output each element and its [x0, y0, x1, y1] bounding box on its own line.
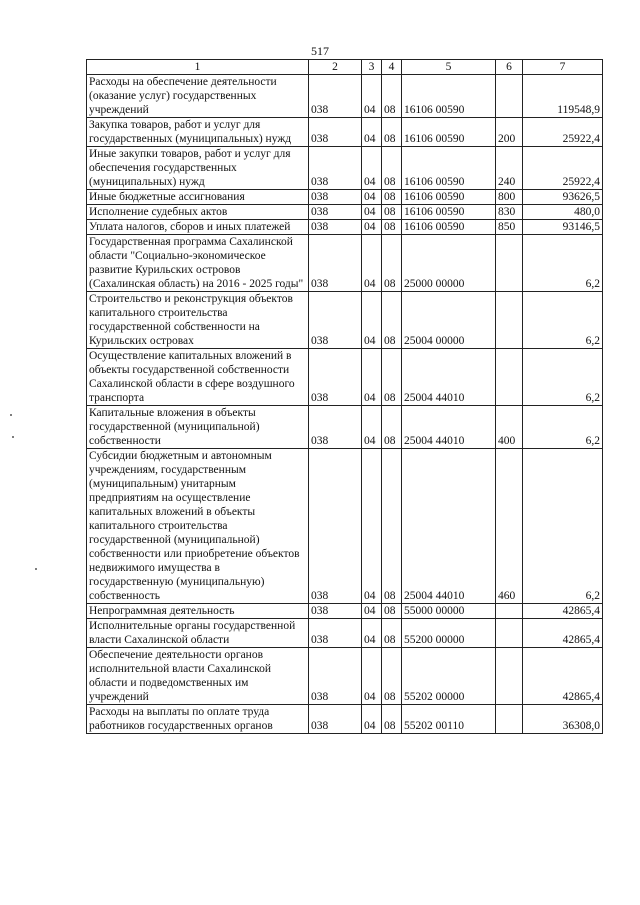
table-row — [87, 190, 603, 205]
scan-speck — [10, 414, 12, 416]
row-name-cell: Исполнение судебных актов — [87, 205, 309, 220]
row-section-cell: 04 — [362, 75, 382, 118]
row-target-code-cell: 16106 00590 — [402, 75, 496, 118]
row-subsection-cell: 08 — [382, 235, 402, 292]
row-name-cell: Капитальные вложения в объекты государственной (муниципальной) собственности — [87, 406, 309, 449]
row-amount-cell: 42865,4 — [523, 619, 603, 648]
row-section-cell: 04 — [362, 147, 382, 190]
row-name-cell: Строительство и реконструкция объектов капитального строительства государственной собственности на Курильских островах — [87, 292, 309, 349]
row-expense-type-cell: 800 — [496, 190, 523, 205]
row-amount-cell: 119548,9 — [523, 75, 603, 118]
row-amount-cell: 42865,4 — [523, 604, 603, 619]
row-admin-code-cell: 038 — [309, 118, 362, 147]
row-name-cell: Осуществление капитальных вложений в объекты государственной собственности Сахалинской области в сфере воздушного транспорта — [87, 349, 309, 406]
table-row — [87, 75, 603, 118]
row-target-code-cell: 25004 00000 — [402, 292, 496, 349]
row-target-code-cell: 25004 44010 — [402, 449, 496, 604]
row-expense-type-cell: 850 — [496, 220, 523, 235]
column-header: 5 — [402, 60, 496, 75]
row-admin-code-cell: 038 — [309, 705, 362, 734]
scan-speck — [12, 436, 14, 438]
row-expense-type-cell — [496, 619, 523, 648]
row-section-cell: 04 — [362, 449, 382, 604]
row-expense-type-cell: 200 — [496, 118, 523, 147]
row-expense-type-cell — [496, 235, 523, 292]
row-expense-type-cell — [496, 705, 523, 734]
table-row — [87, 235, 603, 292]
row-amount-cell: 6,2 — [523, 449, 603, 604]
table-row — [87, 220, 603, 235]
row-admin-code-cell: 038 — [309, 604, 362, 619]
row-subsection-cell: 08 — [382, 205, 402, 220]
row-subsection-cell: 08 — [382, 406, 402, 449]
row-subsection-cell: 08 — [382, 705, 402, 734]
row-subsection-cell: 08 — [382, 449, 402, 604]
row-subsection-cell: 08 — [382, 190, 402, 205]
row-amount-cell: 25922,4 — [523, 118, 603, 147]
row-target-code-cell: 25004 44010 — [402, 349, 496, 406]
page-number: 517 — [311, 44, 329, 58]
row-name-cell: Закупка товаров, работ и услуг для государственных (муниципальных) нужд — [87, 118, 309, 147]
row-name-cell: Иные бюджетные ассигнования — [87, 190, 309, 205]
row-admin-code-cell: 038 — [309, 648, 362, 705]
row-expense-type-cell — [496, 604, 523, 619]
table-row — [87, 349, 603, 406]
row-section-cell: 04 — [362, 705, 382, 734]
row-target-code-cell: 16106 00590 — [402, 118, 496, 147]
row-subsection-cell: 08 — [382, 147, 402, 190]
row-expense-type-cell: 240 — [496, 147, 523, 190]
row-target-code-cell: 55200 00000 — [402, 619, 496, 648]
row-subsection-cell: 08 — [382, 619, 402, 648]
row-section-cell: 04 — [362, 190, 382, 205]
row-subsection-cell: 08 — [382, 604, 402, 619]
table-row — [87, 205, 603, 220]
table-row — [87, 118, 603, 147]
table-row — [87, 648, 603, 705]
row-expense-type-cell — [496, 292, 523, 349]
row-admin-code-cell: 038 — [309, 147, 362, 190]
row-amount-cell: 6,2 — [523, 406, 603, 449]
row-subsection-cell: 08 — [382, 349, 402, 406]
row-admin-code-cell: 038 — [309, 75, 362, 118]
row-subsection-cell: 08 — [382, 118, 402, 147]
row-section-cell: 04 — [362, 205, 382, 220]
row-admin-code-cell: 038 — [309, 190, 362, 205]
row-name-cell: Непрограммная деятельность — [87, 604, 309, 619]
row-admin-code-cell: 038 — [309, 349, 362, 406]
row-amount-cell: 36308,0 — [523, 705, 603, 734]
table-row — [87, 147, 603, 190]
column-header: 2 — [309, 60, 362, 75]
row-expense-type-cell — [496, 648, 523, 705]
row-section-cell: 04 — [362, 118, 382, 147]
row-subsection-cell: 08 — [382, 648, 402, 705]
row-amount-cell: 6,2 — [523, 235, 603, 292]
column-header: 7 — [523, 60, 603, 75]
row-admin-code-cell: 038 — [309, 619, 362, 648]
table-row — [87, 292, 603, 349]
row-section-cell: 04 — [362, 604, 382, 619]
row-section-cell: 04 — [362, 235, 382, 292]
scan-speck — [35, 568, 37, 570]
row-target-code-cell: 16106 00590 — [402, 220, 496, 235]
column-header: 4 — [382, 60, 402, 75]
budget-table — [86, 59, 603, 734]
row-admin-code-cell: 038 — [309, 220, 362, 235]
table-row — [87, 406, 603, 449]
row-subsection-cell: 08 — [382, 292, 402, 349]
row-section-cell: 04 — [362, 406, 382, 449]
row-expense-type-cell — [496, 349, 523, 406]
row-admin-code-cell: 038 — [309, 449, 362, 604]
row-name-cell: Исполнительные органы государственной власти Сахалинской области — [87, 619, 309, 648]
table-row — [87, 619, 603, 648]
row-name-cell: Обеспечение деятельности органов исполнительной власти Сахалинской области и подведомственных им учреждений — [87, 648, 309, 705]
row-name-cell: Государственная программа Сахалинской области "Социально-экономическое развитие Курильских островов (Сахалинская область) на 2016 - 2025 годы" — [87, 235, 309, 292]
row-amount-cell: 93146,5 — [523, 220, 603, 235]
column-header-row — [87, 60, 603, 75]
row-section-cell: 04 — [362, 619, 382, 648]
row-name-cell: Расходы на обеспечение деятельности (оказание услуг) государственных учреждений — [87, 75, 309, 118]
row-name-cell: Иные закупки товаров, работ и услуг для обеспечения государственных (муниципальных) нужд — [87, 147, 309, 190]
row-subsection-cell: 08 — [382, 75, 402, 118]
row-amount-cell: 42865,4 — [523, 648, 603, 705]
row-expense-type-cell: 400 — [496, 406, 523, 449]
row-expense-type-cell — [496, 75, 523, 118]
table-row — [87, 449, 603, 604]
row-amount-cell: 480,0 — [523, 205, 603, 220]
row-section-cell: 04 — [362, 220, 382, 235]
row-admin-code-cell: 038 — [309, 406, 362, 449]
row-expense-type-cell: 460 — [496, 449, 523, 604]
row-amount-cell: 93626,5 — [523, 190, 603, 205]
row-amount-cell: 25922,4 — [523, 147, 603, 190]
row-section-cell: 04 — [362, 292, 382, 349]
row-target-code-cell: 55202 00110 — [402, 705, 496, 734]
row-target-code-cell: 55202 00000 — [402, 648, 496, 705]
row-admin-code-cell: 038 — [309, 235, 362, 292]
row-name-cell: Уплата налогов, сборов и иных платежей — [87, 220, 309, 235]
row-admin-code-cell: 038 — [309, 292, 362, 349]
column-header: 3 — [362, 60, 382, 75]
row-section-cell: 04 — [362, 648, 382, 705]
row-target-code-cell: 25004 44010 — [402, 406, 496, 449]
row-target-code-cell: 55000 00000 — [402, 604, 496, 619]
row-target-code-cell: 25000 00000 — [402, 235, 496, 292]
row-name-cell: Субсидии бюджетным и автономным учреждениям, государственным (муниципальным) унитарным предприятиям на осуществление капитальных вложений в объекты капитального строительства государственной (муниципальной) собственности или приобретение объектов недвижимого имущества в государственную (муниципальную) собственность — [87, 449, 309, 604]
row-target-code-cell: 16106 00590 — [402, 190, 496, 205]
row-amount-cell: 6,2 — [523, 349, 603, 406]
row-section-cell: 04 — [362, 349, 382, 406]
column-header: 6 — [496, 60, 523, 75]
row-name-cell: Расходы на выплаты по оплате труда работников государственных органов — [87, 705, 309, 734]
row-subsection-cell: 08 — [382, 220, 402, 235]
row-target-code-cell: 16106 00590 — [402, 147, 496, 190]
table-row — [87, 604, 603, 619]
column-header: 1 — [87, 60, 309, 75]
row-amount-cell: 6,2 — [523, 292, 603, 349]
row-admin-code-cell: 038 — [309, 205, 362, 220]
table-row — [87, 705, 603, 734]
row-target-code-cell: 16106 00590 — [402, 205, 496, 220]
row-expense-type-cell: 830 — [496, 205, 523, 220]
